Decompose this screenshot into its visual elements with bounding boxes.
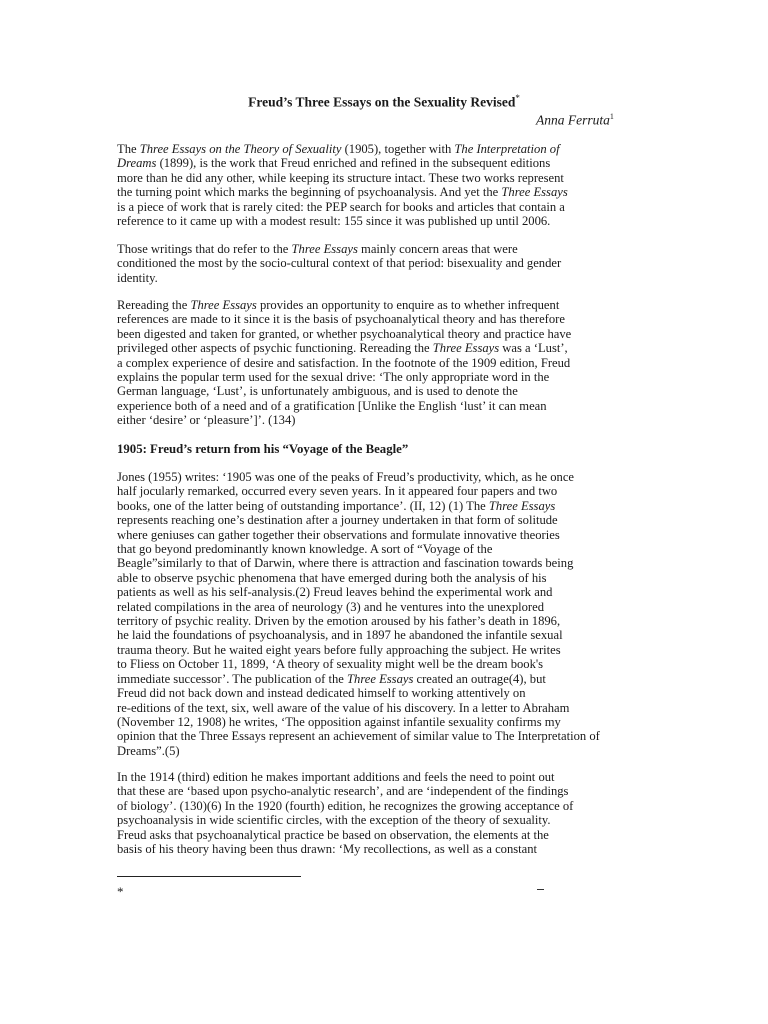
- text-line: is a piece of work that is rarely cited: the PEP search for books and articles that contain a: [117, 199, 565, 214]
- text-line: privileged other aspects of psychic functioning. Rereading the Three Essays was a ‘Lust’,: [117, 341, 568, 356]
- footnote-mark: *: [117, 884, 124, 899]
- text-line: trauma theory. But he waited eight years before fully approaching the subject. He writes: [117, 642, 561, 657]
- title-footnote-mark: *: [515, 93, 520, 103]
- italic-title: Dreams: [117, 156, 157, 171]
- paragraph-editions: [117, 770, 657, 856]
- text-line: half jocularly remarked, occurred every seven years. In it appeared four papers and two: [117, 484, 558, 499]
- text-line: he laid the foundations of psychoanalysis, and in 1897 he abandoned the infantile sexual: [117, 628, 563, 643]
- paragraph-references: [117, 242, 657, 285]
- paragraph-rereading: [117, 298, 657, 428]
- text-line: German language, ‘Lust’, is unfortunately ambiguous, and is used to denote the: [117, 384, 518, 399]
- italic-title: Three Essays on the Theory of Sexuality: [139, 142, 342, 156]
- text-line: of biology’. (130)(6) In the 1920 (fourth) edition, he recognizes the growing acceptance of: [117, 798, 574, 813]
- text-line: Jones (1955) writes: ‘1905 was one of the peaks of Freud’s productivity, which, as he once: [117, 470, 575, 484]
- italic-title: Three Essays: [190, 298, 257, 312]
- text-line: explains the popular term used for the sexual drive: ‘The only appropriate word in the: [117, 370, 550, 385]
- italic-title: Three Essays: [432, 341, 500, 356]
- text-line: the turning point which marks the beginning of psychoanalysis. And yet the Three Essays: [117, 185, 568, 200]
- italic-title: The Interpretation of: [454, 142, 560, 156]
- text-line: territory of psychic reality. Driven by the emotion aroused by his father’s death in 1896,: [117, 614, 561, 629]
- text-line: (November 12, 1908) he writes, ‘The opposition against infantile sexuality confirms my: [117, 714, 561, 729]
- text-line: Dreams”.(5): [117, 743, 180, 758]
- title-text: Freud’s Three Essays on the Sexuality Revised: [248, 94, 516, 110]
- italic-title: Three Essays: [347, 671, 414, 686]
- text-line: immediate successor’. The publication of the Three Essays created an outrage(4), but: [117, 671, 546, 686]
- text-line: opinion that the Three Essays represent an achievement of similar value to The Interpretation of: [117, 729, 600, 744]
- italic-title: Three Essays: [291, 242, 358, 256]
- text-line: Beagle”similarly to that of Darwin, where there is attraction and fascination towards being: [117, 556, 574, 571]
- text-line: that go beyond predominantly known knowledge. A sort of “Voyage of the: [117, 542, 493, 557]
- text-line: The Three Essays on the Theory of Sexuality (1905), together with The Interpretation of: [117, 142, 560, 156]
- italic-title: Three Essays: [501, 185, 568, 200]
- text-line: Freud asks that psychoanalytical practice be based on observation, the elements at the: [117, 827, 549, 842]
- text-line: Rereading the Three Essays provides an opportunity to enquire as to whether infrequent: [117, 298, 560, 312]
- text-line: that these are ‘based upon psycho-analytic research’, and are ‘independent of the findings: [117, 784, 569, 799]
- paragraph-jones: [117, 470, 657, 758]
- text-line: to Fliess on October 11, 1899, ‘A theory of sexuality might well be the dream book's: [117, 657, 544, 672]
- text-line: able to observe psychic phenomena that have emerged during both the analysis of his: [117, 570, 547, 585]
- text-line: references are made to it since it is the basis of psychoanalytical theory and has therefore: [117, 312, 565, 327]
- text-line: In the 1914 (third) edition he makes important additions and feels the need to point out: [117, 770, 555, 784]
- text-line: conditioned the most by the socio-cultural context of that period: bisexuality and gender: [117, 256, 562, 271]
- author-name: [536, 112, 614, 129]
- text-line: Dreams (1899), is the work that Freud enriched and refined in the subsequent editions: [117, 156, 551, 171]
- text-line: psychoanalysis in wide scientific circles, with the exception of the theory of sexuality.: [117, 813, 551, 828]
- footnote-separator: [117, 876, 301, 877]
- text-line: books, one of the latter being of outstanding importance’. (II, 12) (1) The Three Essays: [117, 498, 556, 513]
- text-line: where geniuses can gather together their observations and formulate innovative theories: [117, 527, 560, 542]
- text-line: related compilations in the area of neurology (3) and he ventures into the unexplored: [117, 599, 544, 614]
- author-text: Anna Ferruta: [536, 112, 610, 128]
- text-line: either ‘desire’ or ‘pleasure’]’. (134): [117, 413, 296, 428]
- section-heading: 1905: Freud’s return from his “Voyage of the Beagle”: [117, 442, 409, 456]
- text-line: basis of his theory having been thus drawn: ‘My recollections, as well as a constant: [117, 842, 538, 857]
- italic-title: Three Essays: [488, 498, 556, 513]
- paragraph-intro: [117, 142, 657, 228]
- footnote-dash: [537, 889, 544, 890]
- text-line: Freud did not back down and instead dedicated himself to working attentively on: [117, 686, 526, 701]
- text-line: reference to it came up with a modest result: 155 since it was published up until 2006.: [117, 214, 551, 229]
- text-line: identity.: [117, 270, 158, 285]
- text-line: represents reaching one’s destination after a journey undertaken in that form of solitude: [117, 513, 558, 528]
- text-line: a complex experience of desire and satisfaction. In the footnote of the 1909 edition, Freud: [117, 355, 571, 370]
- document-title: [0, 93, 768, 111]
- author-footnote-mark: 1: [609, 112, 614, 121]
- text-line: been digested and taken for granted, or whether psychoanalytical theory and practice have: [117, 326, 572, 341]
- text-line: re-editions of the text, six, well aware of the value of his discovery. In a letter to Abraham: [117, 700, 570, 715]
- text-line: Those writings that do refer to the Three Essays mainly concern areas that were: [117, 242, 518, 256]
- text-line: experience both of a need and of a gratification [Unlike the English ‘lust’ it can mean: [117, 398, 547, 413]
- text-line: patients as well as his self-analysis.(2) Freud leaves behind the experimental work and: [117, 585, 553, 600]
- text-line: more than he did any other, while keeping its structure intact. These two works represent: [117, 170, 564, 185]
